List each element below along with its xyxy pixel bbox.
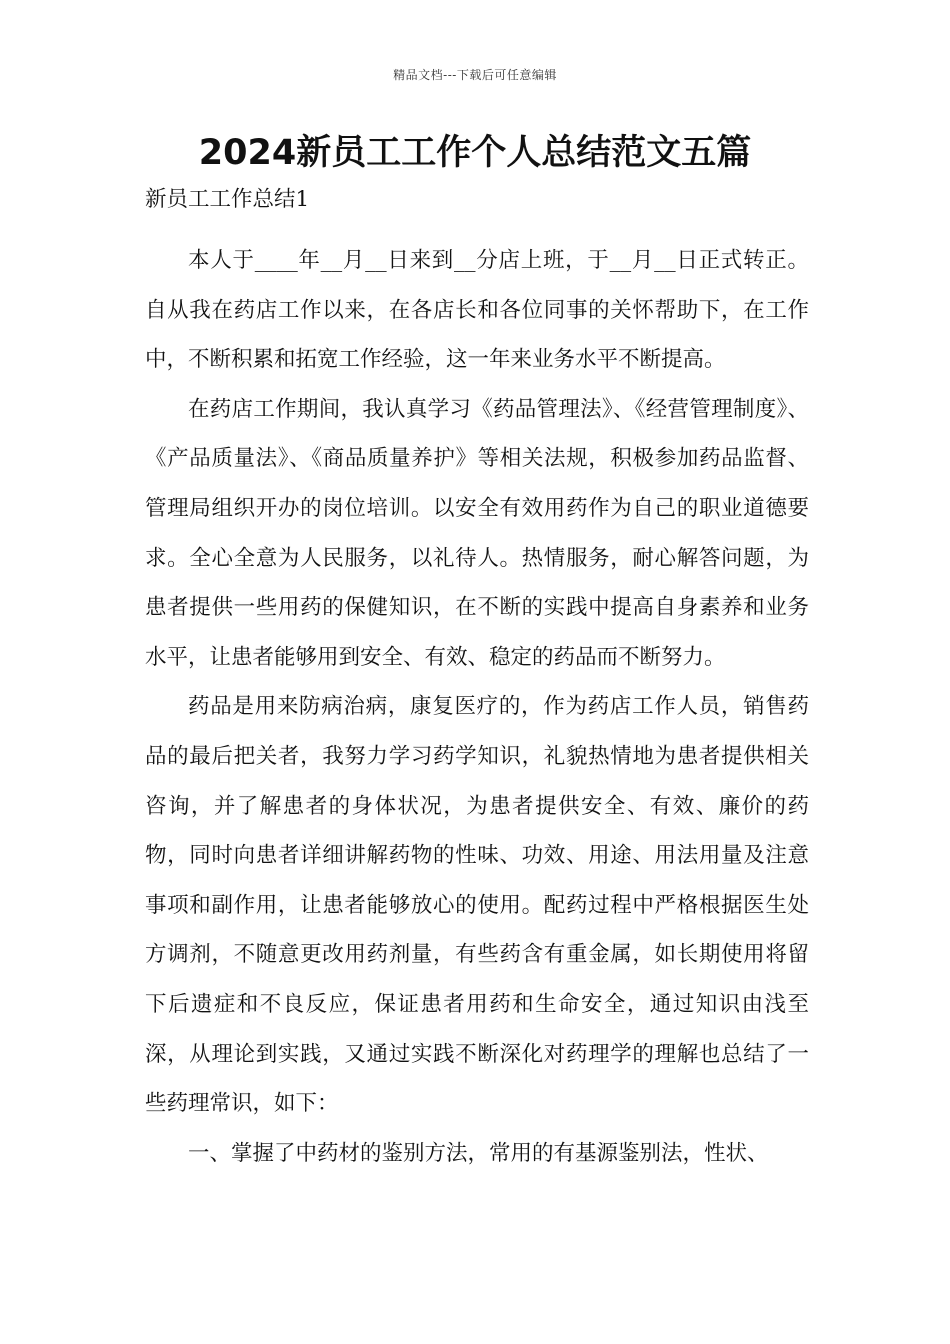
document-body bbox=[145, 180, 809, 1178]
paragraph-4: 一、掌握了中药材的鉴别方法，常用的有基源鉴别法，性状、 bbox=[188, 1140, 769, 1166]
page-header: 精品文档---下载后可任意编辑 bbox=[393, 68, 557, 82]
paragraph-3: 药品是用来防病治病，康复医疗的，作为药店工作人员，销售药品的最后把关者，我努力学习药学知识，礼貌热情地为患者提供相关咨询，并了解患者的身体状况，为患者提供安全、有效、廉价的药物，同时向患者详细讲解药物的性味、功效、用途、用法用量及注意事项和副作用，让患者能够放心的使用。配药过程中严格根据医生处方调剂，不随意更改用药剂量，有些药含有重金属，如长期使用将留下后遗症和不良反应，保证患者用药和生命安全，通过知识由浅至深，从理论到实践，又通过实践不断深化对药理学的理解也总结了一些药理常识，如下： bbox=[145, 694, 809, 1117]
paragraph-1: 本人于____年__月__日来到__分店上班，于__月__日正式转正。自从我在药店工作以来，在各店长和各位同事的关怀帮助下，在工作中，不断积累和拓宽工作经验，这一年来业务水平不断提高。 bbox=[145, 248, 809, 373]
document-title: 2024新员工工作个人总结范文五篇 bbox=[198, 133, 752, 173]
paragraph-2: 在药店工作期间，我认真学习《药品管理法》、《经营管理制度》、《产品质量法》、《商品质量养护》等相关法规，积极参加药品监督、管理局组织开办的岗位培训。以安全有效用药作为自己的职业道德要求。全心全意为人民服务，以礼待人。热情服务，耐心解答问题，为患者提供一些用药的保健知识，在不断的实践中提高自身素养和业务水平，让患者能够用到安全、有效、稳定的药品而不断努力。 bbox=[145, 396, 809, 670]
section-heading: 新员工工作总结1 bbox=[145, 187, 310, 212]
